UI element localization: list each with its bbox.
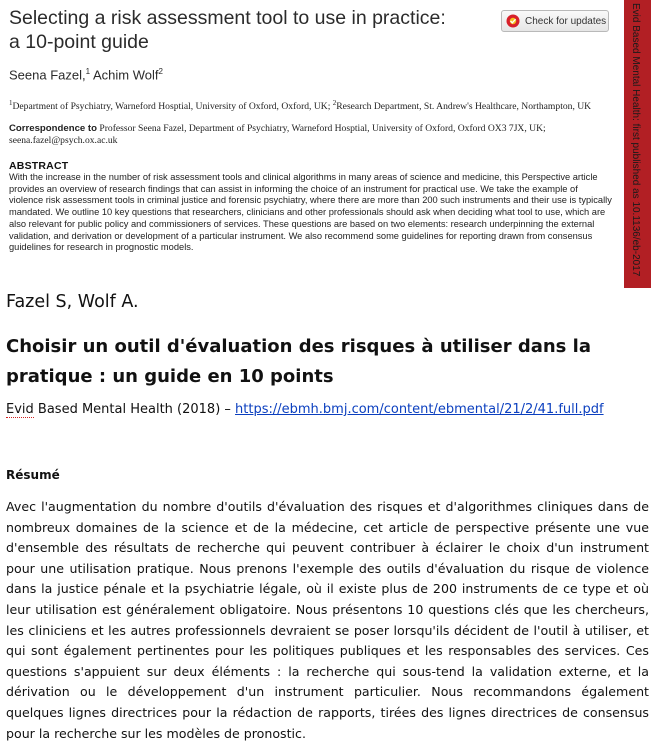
affil-text-1: Department of Psychiatry, Warneford Hosptial, University of Oxford, Oxford, UK; (12, 101, 333, 113)
affiliations (9, 97, 609, 113)
french-title: Choisir un outil d'évaluation des risques à utiliser dans la pratique : un guide en 10 points (6, 336, 591, 387)
author-2-sup: 2 (158, 67, 163, 76)
article-authors (9, 67, 163, 82)
correspondence (9, 123, 609, 147)
article-title-line2: a 10-point guide (9, 31, 149, 53)
author-1: Seena Fazel, (9, 67, 86, 83)
resume-body: Avec l'augmentation du nombre d'outils d'évaluation des risques et d'algorithmes cliniques dans de nombreux domaines de la science et de la médecine, cet article de perspective présente une vue d'ensemble des résultats de recherche qui peuvent contribuer à éclairer le choix d'un instrument pour une utilisation pratique. Nous prenons l'exemple des outils d'évaluation du risque de violence dans la justice pénale et la psychiatrie légale, où il existe plus de 200 instruments de ce type et où leur utilisation est généralement obligatoire. Nous présentons 10 questions clés que les chercheurs, les cliniciens et les autres professionnels devraient se poser lorsqu'ils décident de l'outil à utiliser, et qui sont également pertinentes pour les politiques publiques et les responsables des services. Ces questions s'appuient sur deux éléments : la recherche qui sous-tend la validation externe, et la dérivation ou le développement d'un instrument particulier. Nous recommandons également quelques lignes directrices pour la rédaction de rapports, tirées des lignes directrices de consensus pour la recherche sur les modèles de pronostic. (6, 499, 649, 741)
check-for-updates-button[interactable] (501, 10, 609, 32)
author-2: Achim Wolf (92, 67, 159, 83)
article-title-line1: Selecting a risk assessment tool to use in practice: (9, 7, 446, 29)
correspondence-text: Professor Seena Fazel, Department of Psychiatry, Warneford Hosptial, University of Oxford, Oxford OX3 7JX, UK; seena.fazel@psych.ox.ac.uk (9, 123, 546, 146)
article-title (9, 6, 489, 54)
spellcheck-flagged-word[interactable]: Evid (6, 402, 34, 417)
check-updates-icon (506, 14, 520, 28)
reference-link[interactable]: https://ebmh.bmj.com/content/ebmental/21/2/41.full.pdf (235, 402, 604, 417)
abstract-heading: ABSTRACT (9, 160, 69, 172)
french-reference (6, 402, 604, 417)
correspondence-label: Correspondence to (9, 123, 97, 134)
author-1-sup: 1 (85, 67, 91, 76)
resume-heading: Résumé (6, 468, 60, 482)
affil-sup-1: 1 (9, 99, 13, 107)
journal-sidebar-strip (624, 0, 651, 288)
check-updates-label: Check for updates (525, 15, 607, 27)
reference-journal: Based Mental Health (2018) – (33, 402, 236, 417)
affil-text-2: Research Department, St. Andrew's Healthcare, Northampton, UK (336, 101, 592, 113)
sidebar-citation-text: Evid Based Mental Health: first published as 10.1136/eb-2017 (630, 3, 641, 277)
article-header-image (0, 0, 661, 288)
affil-sup-2: 2 (332, 99, 337, 107)
abstract-text: With the increase in the number of risk assessment tools and clinical algorithms in many areas of science and medicine, this Perspective article provides an overview of research findings that can assist in informing the choice of an instrument for practical use. We take the example of violence risk assessment tools in criminal justice and forensic psychiatry, where there are more than 200 such instruments and their use is typically mandated. We outline 10 key questions that researchers, clinicians and other professionals should ask when deciding what tool to use, which are also relevant for public policy and commissioners of services. These questions are based on two elements: research underpinning the external validation, and derivation or development of a particular instrument. We also recommend some guidelines for reporting drawn from consensus guidelines for research in prognostic models. (9, 172, 612, 253)
french-authors: Fazel S, Wolf A. (6, 292, 139, 312)
